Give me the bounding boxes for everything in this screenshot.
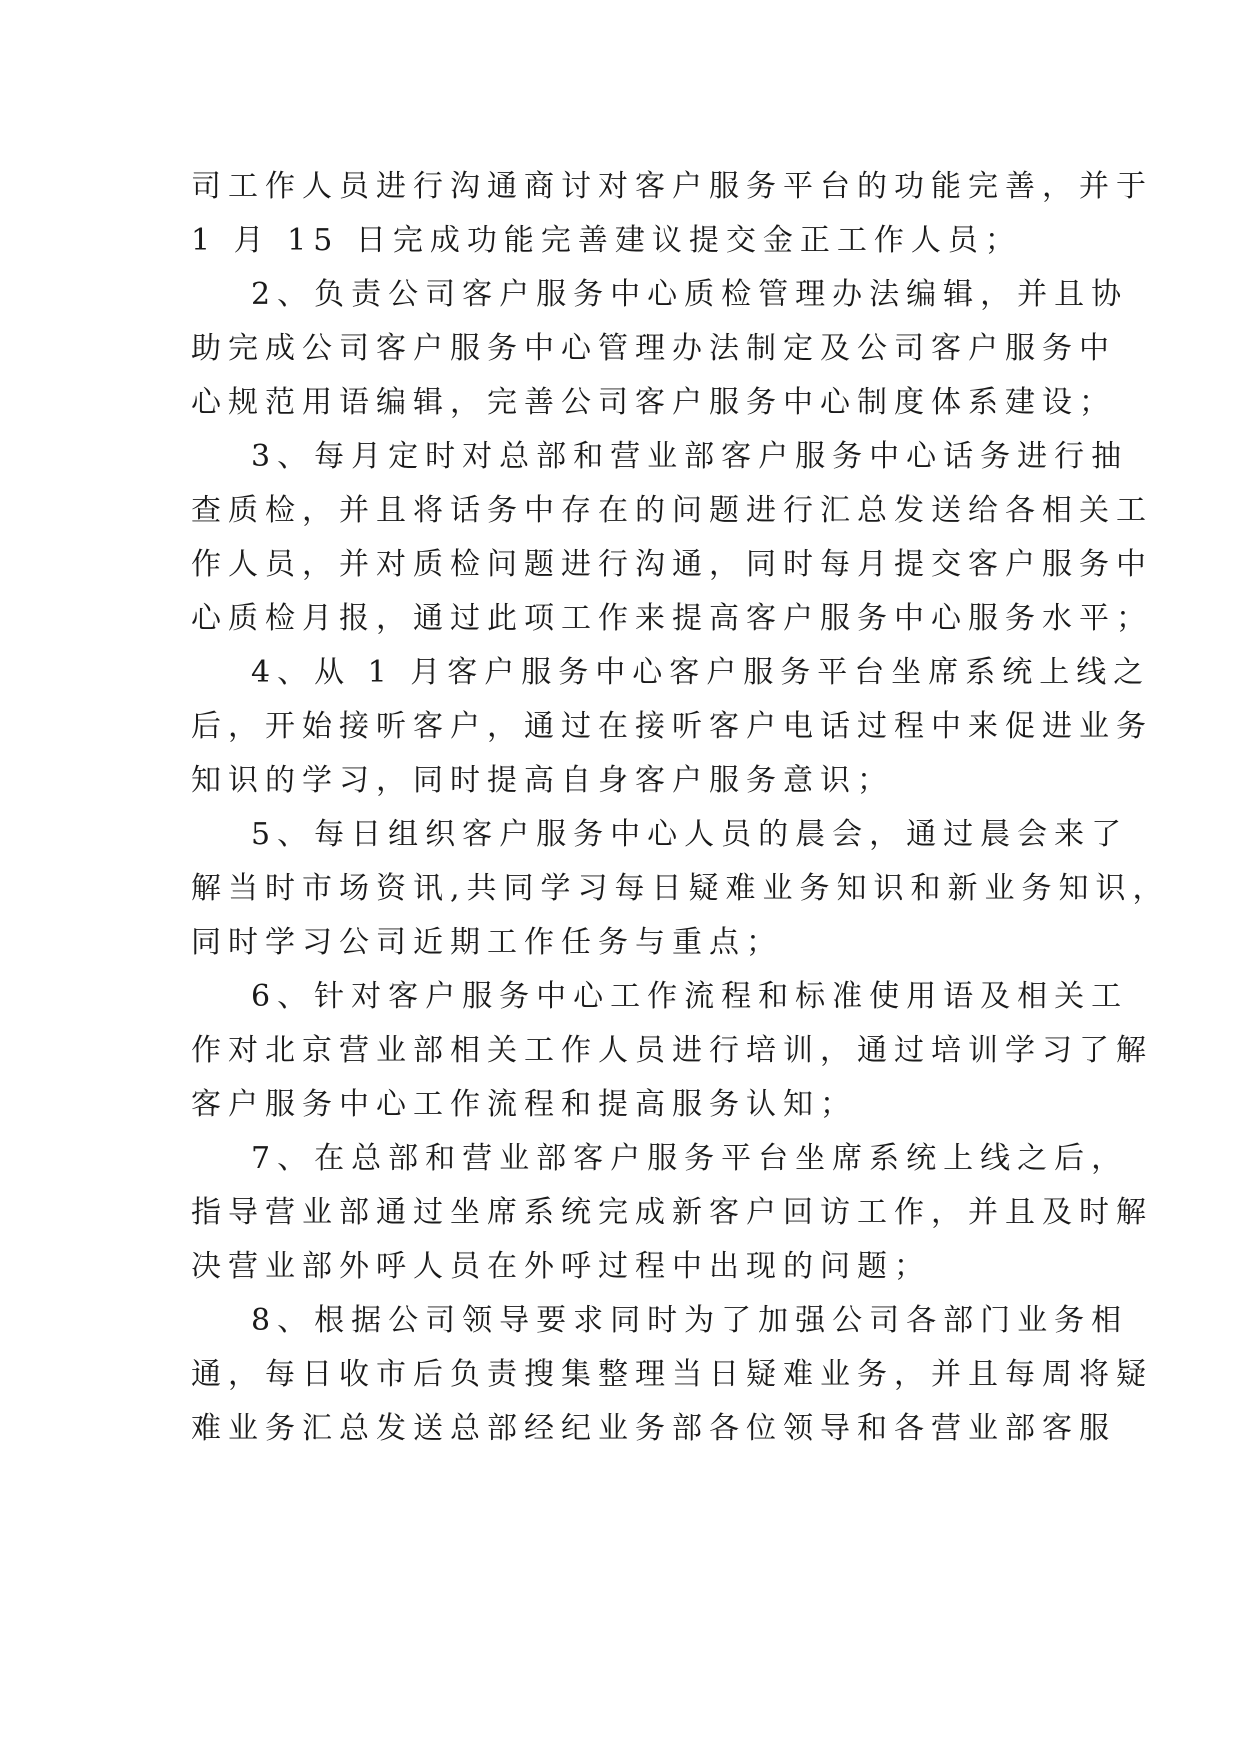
text-line: 客户服务中心工作流程和提高服务认知；: [191, 1087, 857, 1122]
text-line: 同时学习公司近期工作任务与重点；: [191, 925, 783, 960]
list-item-3-line: 3、每月定时对总部和营业部客户服务中心话务进行抽: [251, 439, 1129, 474]
list-item-5-line: 5、每日组织客户服务中心人员的晨会，通过晨会来了: [251, 817, 1129, 852]
list-item-2-line: 2、负责公司客户服务中心质检管理办法编辑，并且协: [251, 277, 1129, 312]
text-line: 后，开始接听客户，通过在接听客户电话过程中来促进业务: [191, 709, 1153, 744]
text-line: 司工作人员进行沟通商讨对客户服务平台的功能完善，并于: [191, 169, 1153, 204]
text-line: 指导营业部通过坐席系统完成新客户回访工作，并且及时解: [191, 1195, 1153, 1230]
list-item-6-line: 6、针对客户服务中心工作流程和标准使用语及相关工: [251, 979, 1129, 1014]
list-item-8-line: 8、根据公司领导要求同时为了加强公司各部门业务相: [251, 1303, 1129, 1338]
text-line: 难业务汇总发送总部经纪业务部各位领导和各营业部客服: [191, 1411, 1116, 1446]
text-line: 1 月 15 日完成功能完善建议提交金正工作人员；: [191, 223, 1022, 258]
list-item-4-line: 4、从 1 月客户服务中心客户服务平台坐席系统上线之: [251, 655, 1151, 690]
text-line: 决营业部外呼人员在外呼过程中出现的问题；: [191, 1249, 931, 1284]
text-line: 通，每日收市后负责搜集整理当日疑难业务，并且每周将疑: [191, 1357, 1153, 1392]
text-line: 心质检月报，通过此项工作来提高客户服务中心服务水平；: [191, 601, 1153, 636]
text-line: 知识的学习，同时提高自身客户服务意识；: [191, 763, 894, 798]
text-line: 心规范用语编辑，完善公司客户服务中心制度体系建设；: [191, 385, 1116, 420]
text-line: 作人员，并对质检问题进行沟通，同时每月提交客户服务中: [191, 547, 1153, 582]
text-line: 查质检，并且将话务中存在的问题进行汇总发送给各相关工: [191, 493, 1153, 528]
text-line: 作对北京营业部相关工作人员进行培训，通过培训学习了解: [191, 1033, 1153, 1068]
document-body: [191, 160, 1170, 1456]
text-line: 解当时市场资讯,共同学习每日疑难业务知识和新业务知识，: [191, 871, 1170, 906]
text-line: 助完成公司客户服务中心管理办法制定及公司客户服务中: [191, 331, 1116, 366]
list-item-7-line: 7、在总部和营业部客户服务平台坐席系统上线之后，: [251, 1141, 1129, 1176]
